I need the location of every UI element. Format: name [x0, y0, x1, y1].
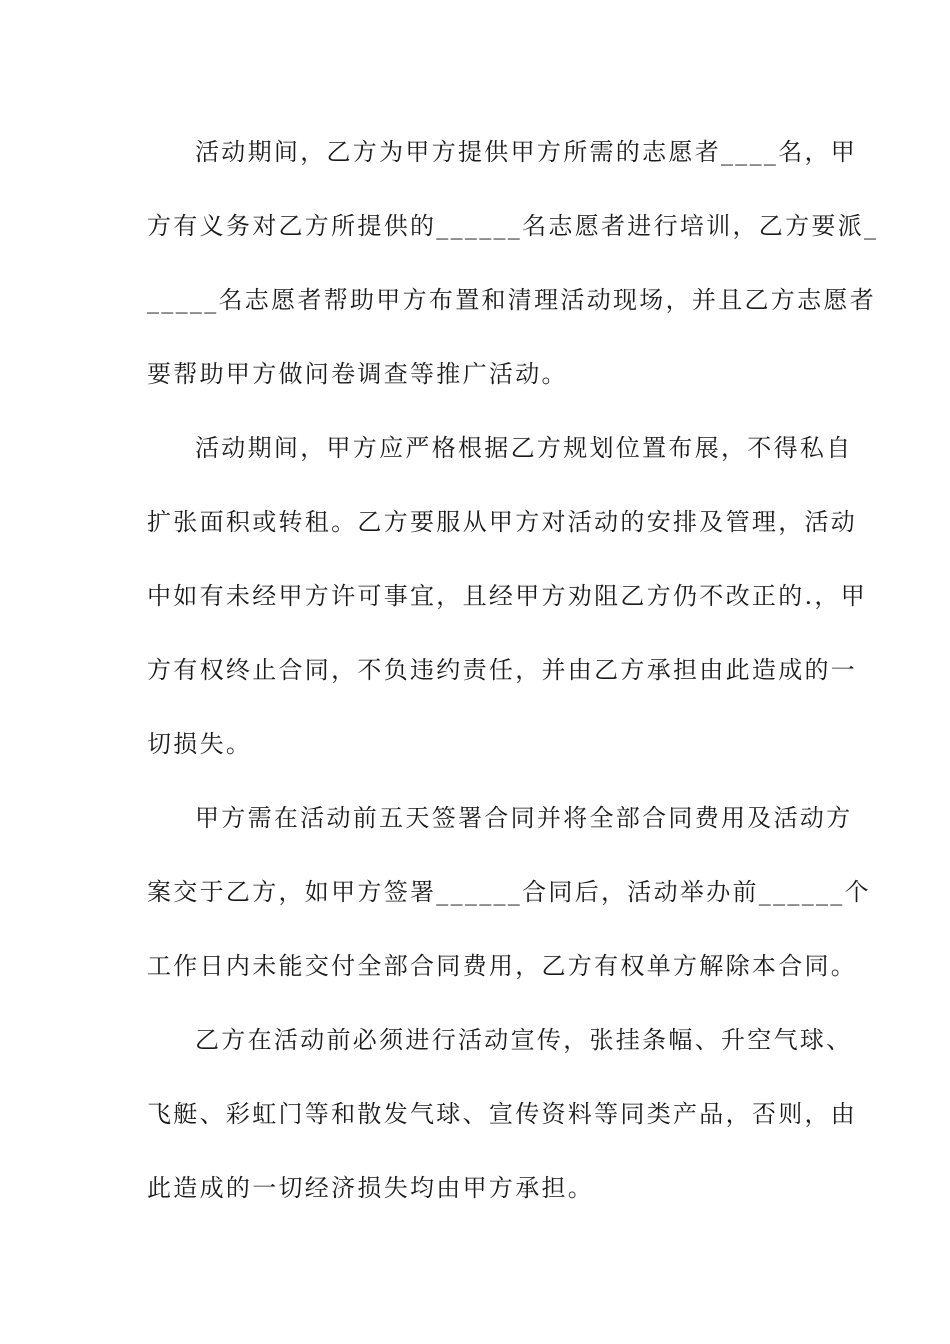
paragraph-3-line-2: 案交于乙方，如甲方签署______合同后，活动举办前______个	[147, 878, 871, 906]
paragraph-3-line-1: 甲方需在活动前五天签署合同并将全部合同费用及活动方	[195, 804, 853, 832]
paragraph-4-line-1: 乙方在活动前必须进行活动宣传，张挂条幅、升空气球、	[195, 1026, 853, 1054]
paragraph-2-line-2: 扩张面积或转租。乙方要服从甲方对活动的安排及管理，活动	[147, 508, 858, 536]
paragraph-1-line-4: 要帮助甲方做问卷调查等推广活动。	[147, 360, 568, 388]
paragraph-4-line-3: 此造成的一切经济损失均由甲方承担。	[147, 1174, 595, 1202]
paragraph-2-line-1: 活动期间，甲方应严格根据乙方规划位置布展，不得私自	[195, 434, 853, 462]
paragraph-1-line-1: 活动期间，乙方为甲方提供甲方所需的志愿者____名，甲	[195, 138, 858, 166]
paragraph-2-line-5: 切损失。	[147, 730, 253, 758]
paragraph-4-line-2: 飞艇、彩虹门等和散发气球、宣传资料等同类产品，否则，由	[147, 1100, 858, 1128]
paragraph-2-line-3: 中如有未经甲方许可事宜，且经甲方劝阻乙方仍不改正的.，甲	[147, 582, 868, 610]
paragraph-2-line-4: 方有权终止合同，不负违约责任，并由乙方承担由此造成的一	[147, 656, 858, 684]
paragraph-3-line-3: 工作日内未能交付全部合同费用，乙方有权单方解除本合同。	[147, 952, 858, 980]
paragraph-1-line-2: 方有义务对乙方所提供的______名志愿者进行培训，乙方要派_	[147, 212, 879, 240]
paragraph-1-line-3: _____名志愿者帮助甲方布置和清理活动现场，并且乙方志愿者	[147, 286, 876, 314]
